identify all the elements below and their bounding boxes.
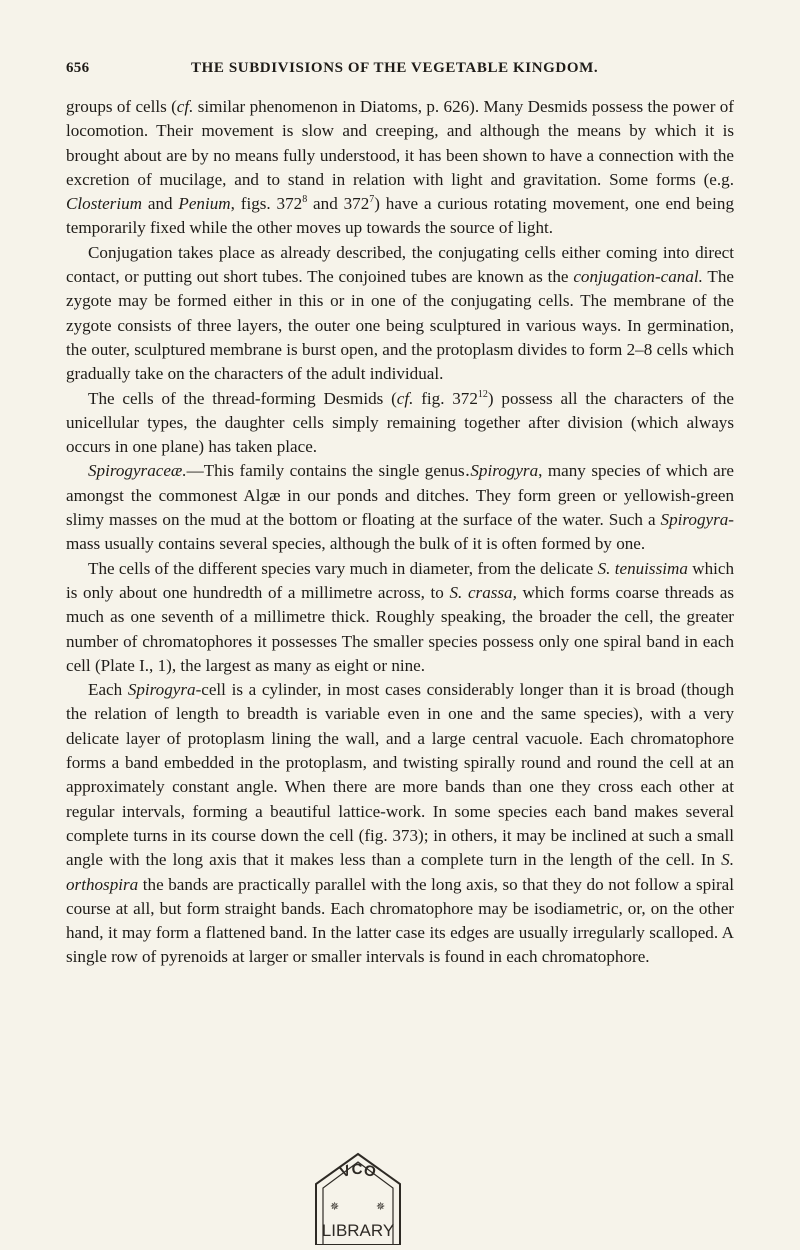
text-run: which is only about one hundredth of a millimetre across, to [66,558,735,602]
text-run: similar phenomenon in Diatoms, p. 626). Many Desmids possess the power of locomotion. Their movement is slow and creeping, and although the means by which it is brought about are by no means fully understood, it has been shown to have a connection with the excretion of mucilage, and to stand in relation with light and gravitation. Some forms (e.g. [66,97,734,189]
family-name: Spirogyraceæ. [88,461,187,481]
text-run: the bands are practically parallel with the long axis, so that they do not follow a spiral course at all, but form straight bands. Each chromatophore may be isodiametric, or, on the other hand, it may form a flattened band. In the latter case its edges are usually irregularly scalloped. A single row of pyrenoids at larger or smaller intervals is found in each chromatophore. [66,874,734,967]
genus-name: Spirogyra [470,461,539,481]
text-run: ) have a curious rotating movement, one end being temporarily fixed while the other moves up towards the source of light. [66,194,734,238]
stamp-arc-text: VCO [337,1160,378,1182]
text-run: —This family contains the single genus [186,461,465,481]
italic-term: conjugation-canal. [573,267,703,287]
genus-name: Spirogyra [127,680,196,700]
running-title: THE SUBDIVISIONS OF THE VEGETABLE KINGDOM. [191,60,599,76]
text-run: , many species of which are amongst the commonest Algæ in our ponds and ditches. They form green or yellowish-green slimy masses on the mud at the bottom or floating at the surface of the water. Such a [66,461,735,530]
genus-name: Closterium [66,194,142,214]
text-run: The cells of the thread-forming Desmids ( [88,388,397,408]
italic-run: cf. [396,388,414,408]
genus-name: Spirogyra [660,510,729,530]
species-name: S. orthospira [66,850,734,894]
paragraph-cell-diameter [66,557,734,678]
page-number: 656 [66,60,90,76]
star-icon: ✵ [376,1200,386,1213]
paragraph-cell-structure [66,678,734,970]
body-text [66,95,734,970]
text-run: groups of cells ( [66,97,177,116]
paragraph-desmid-movement [66,95,734,241]
text-run: which forms coarse threads as much as one seventh of a millimetre thick. Roughly speaking, the broader the cell, the greater number of chromatophores it possesses The smaller species possess only one spiral band in each cell (Plate I., 1), the largest as many as eight or nine. [66,582,734,675]
text-run: -mass usually contains several species, although the bulk of it is often formed by one. [66,510,734,554]
italic-run: cf. [176,97,194,116]
text-run: -cell is a cylinder, in most cases considerably longer than it is broad (though the relation of length to breadth is variable even in one and the same species), with a very delicate layer of protoplasm lining the wall, and a large central vacuole. Each chromatophore forms a band embedded in the protoplasm, and twisting spirally round and round the cell at an approximately constant angle. When there are more bands than one they cross each other at regular intervals, forming a beautiful lattice-work. In some species each band makes several complete turns in its course down the cell (fig. 373); in others, it may be inclined at such a small angle with the long axis that it makes less than a complete turn in the length of the cell. In [66,680,734,870]
text-run: Each [88,680,128,700]
figure-superscript: 12 [477,388,488,400]
text-run: ) possess all the characters of the unicellular types, the daughter cells simply remaining together after division (which always occurs in one plane) has taken place. [66,388,735,457]
figure-superscript: 7 [369,194,375,206]
paragraph-thread-desmids [66,387,734,460]
text-run: and 372 [307,194,370,214]
library-stamp [296,1150,420,1245]
text-run: The cells of the different species vary much in diameter, from the delicate [88,558,598,578]
text-run: and [141,194,179,214]
paragraph-spirogyraceae: Spirogyraceæ.—This family contains the single genus․Spirogyra, many species of which are amongst the commonest Algæ in our ponds and ditches. They form green or yellowish-green slimy masses on the mud at the bottom or floating at the surface of the water. Such a Spirogyra-mass usually contains several species, although the bulk of it is often formed by one. [66,461,735,554]
text-run: fig. 372 [413,388,478,408]
species-name: S. tenuissima [597,558,688,578]
genus-name: Penium [178,194,231,214]
library-stamp-graphic [296,1150,420,1245]
stamp-label: LIBRARY [321,1221,395,1240]
text-run: The zygote may be formed either in this or in one of the conjugating cells. The membrane of the zygote consists of three layers, the outer one being sculptured in various ways. In germination, the outer, sculptured membrane is burst open, and the protoplasm divides to form 2–8 cells which gradually take on the characters of the adult individual. [66,267,734,384]
paragraph-conjugation [66,241,734,387]
text-run: , figs. 372 [230,194,303,214]
species-name: S. crassa, [449,582,517,602]
text-run: Conjugation takes place as already described, the conjugating cells either coming into direct contact, or putting out short tubes. The conjoined tubes are known as the [66,242,734,287]
star-icon: ✵ [330,1200,340,1213]
running-header [66,60,734,84]
figure-superscript: 8 [302,194,308,206]
